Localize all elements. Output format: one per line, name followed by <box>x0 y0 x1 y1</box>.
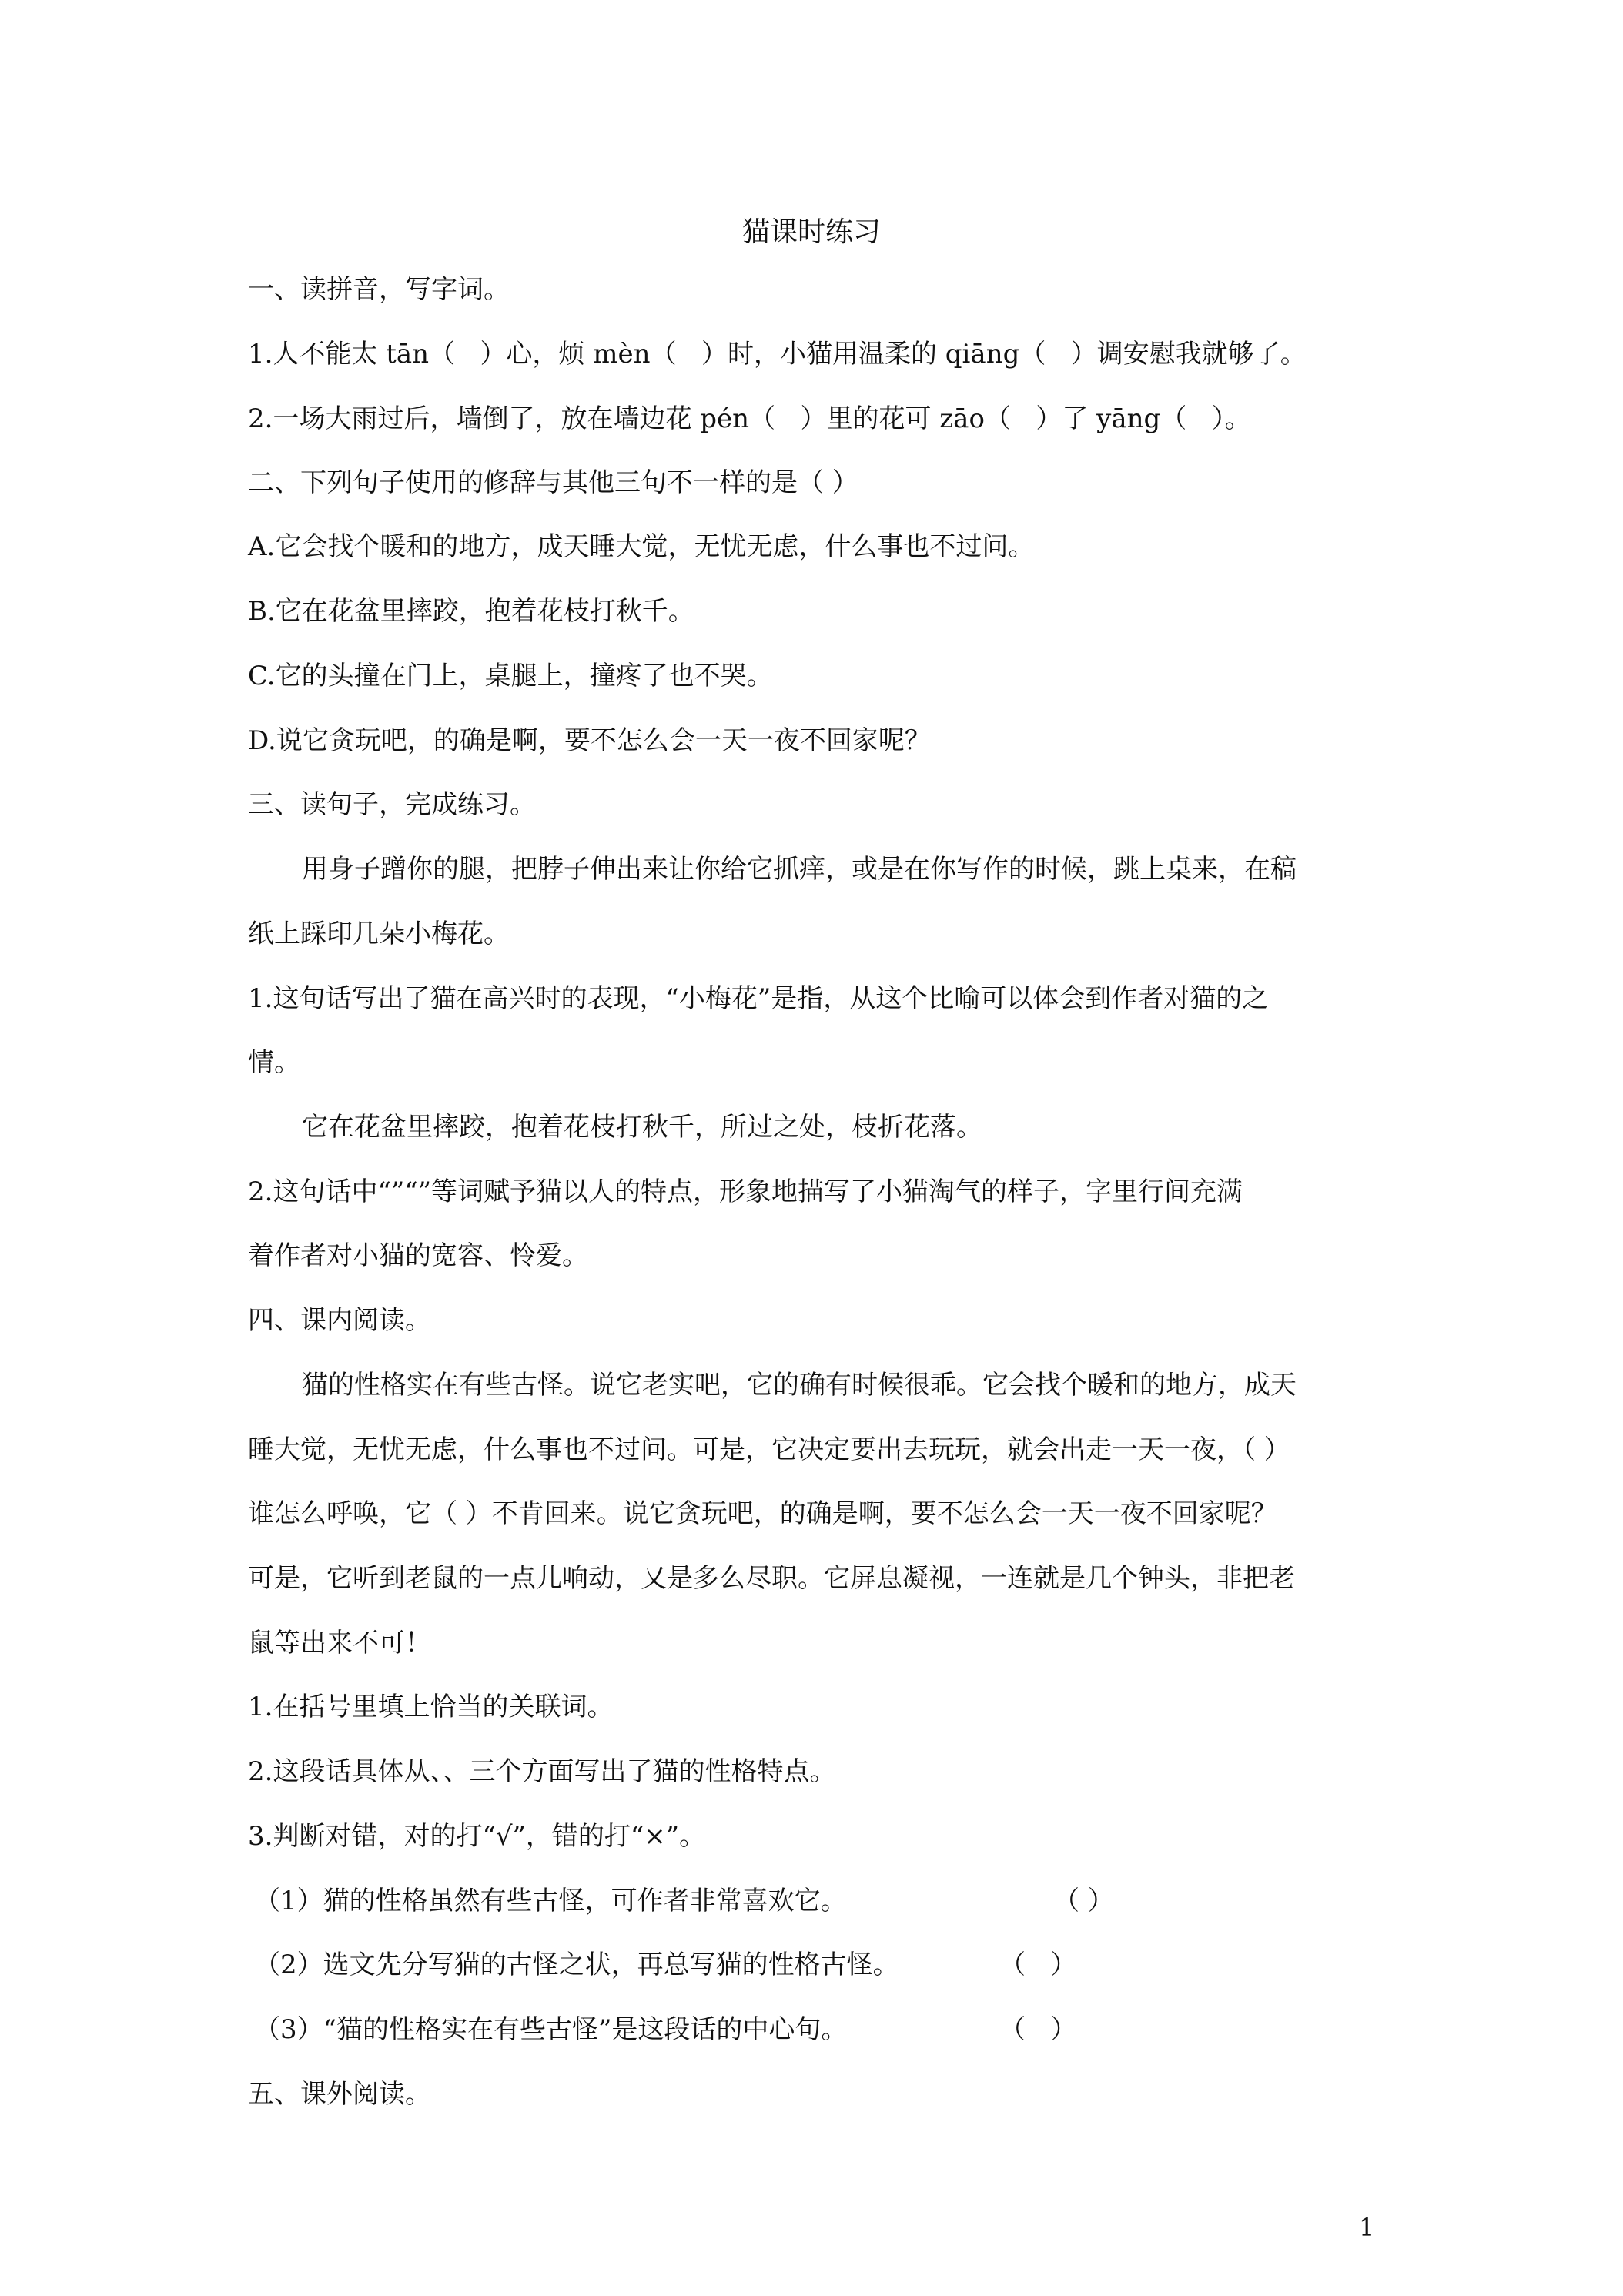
true-false-answer-2: （ ） <box>999 1950 1077 1980</box>
section-4-question-1: 1.在括号里填上恰当的关联词。 <box>248 1692 614 1722</box>
section-3-question-2-line-2: 着作者对小猫的宽容、怜爱。 <box>248 1240 588 1271</box>
section-5-heading: 五、课外阅读。 <box>248 2079 431 2110</box>
section-4-question-3: 3.判断对错，对的打“√”，错的打“×”。 <box>248 1821 706 1852</box>
section-3-question-1-line-1: 1.这句话写出了猫在高兴时的表现，“小梅花”是指，从这个比喻可以体会到作者对猫的之 <box>248 983 1269 1014</box>
section-2-option-b: B.它在花盆里摔跤，抱着花枝打秋千。 <box>248 596 694 627</box>
section-4-passage-line-2: 睡大觉，无忧无虑，什么事也不过问。可是，它决定要出去玩玩，就会出走一天一夜，（ ） <box>248 1434 1290 1465</box>
true-false-answer-1: （ ） <box>1053 1886 1114 1916</box>
section-1-heading: 一、读拼音，写字词。 <box>248 274 510 305</box>
section-2-heading: 二、下列句子使用的修辞与其他三句不一样的是（ ） <box>248 467 858 498</box>
section-3-heading: 三、读句子，完成练习。 <box>248 789 536 820</box>
section-3-question-2-line-1: 2.这句话中“”“”等词赋予猫以人的特点，形象地描写了小猫淘气的样子，字里行间充满 <box>248 1176 1243 1207</box>
section-3-passage-2: 它在花盆里摔跤，抱着花枝打秋千，所过之处，枝折花落。 <box>302 1112 982 1143</box>
section-4-question-2: 2.这段话具体从、、三个方面写出了猫的性格特点。 <box>248 1756 836 1787</box>
section-4-passage-line-1: 猫的性格实在有些古怪。说它老实吧，它的确有时候很乖。它会找个暖和的地方，成天 <box>302 1370 1297 1401</box>
page-number: 1 <box>1359 2213 1375 2242</box>
section-3-question-1-line-2: 情。 <box>248 1047 300 1078</box>
true-false-answer-3: （ ） <box>999 2014 1077 2045</box>
section-1-question-1: 1.人不能太 tān（ ）心，烦 mèn（ ）时，小猫用温柔的 qiāng（ ）调安慰我就够了。 <box>248 339 1307 370</box>
page-title: 猫课时练习 <box>741 216 881 248</box>
section-1-question-2: 2.一场大雨过后，墙倒了，放在墙边花 pén（ ）里的花可 zāo（ ）了 yāng（ ）。 <box>248 403 1251 434</box>
section-4-passage-line-3: 谁怎么呼唤，它（ ）不肯回来。说它贪玩吧，的确是啊，要不怎么会一天一夜不回家呢？ <box>248 1498 1277 1529</box>
section-2-option-a: A.它会找个暖和的地方，成天睡大觉，无忧无虑，什么事也不过问。 <box>248 531 1035 562</box>
section-4-passage-line-4: 可是，它听到老鼠的一点儿响动，又是多么尽职。它屏息凝视，一连就是几个钟头，非把老 <box>248 1563 1295 1594</box>
section-4-passage-line-5: 鼠等出来不可！ <box>248 1628 431 1658</box>
section-2-option-d: D.说它贪玩吧，的确是啊，要不怎么会一天一夜不回家呢？ <box>248 725 931 756</box>
section-2-option-c: C.它的头撞在门上，桌腿上，撞疼了也不哭。 <box>248 661 773 691</box>
section-3-passage-1-line-2: 纸上踩印几朵小梅花。 <box>248 919 510 949</box>
true-false-item-1: （1）猫的性格虽然有些古怪，可作者非常喜欢它。 <box>254 1886 847 1916</box>
section-3-passage-1-line-1: 用身子蹭你的腿，把脖子伸出来让你给它抓痒，或是在你写作的时候，跳上桌来，在稿 <box>302 854 1297 885</box>
true-false-item-2: （2）选文先分写猫的古怪之状，再总写猫的性格古怪。 <box>254 1950 899 1980</box>
true-false-item-3: （3）“猫的性格实在有些古怪”是这段话的中心句。 <box>254 2014 848 2045</box>
section-4-heading: 四、课内阅读。 <box>248 1305 431 1336</box>
